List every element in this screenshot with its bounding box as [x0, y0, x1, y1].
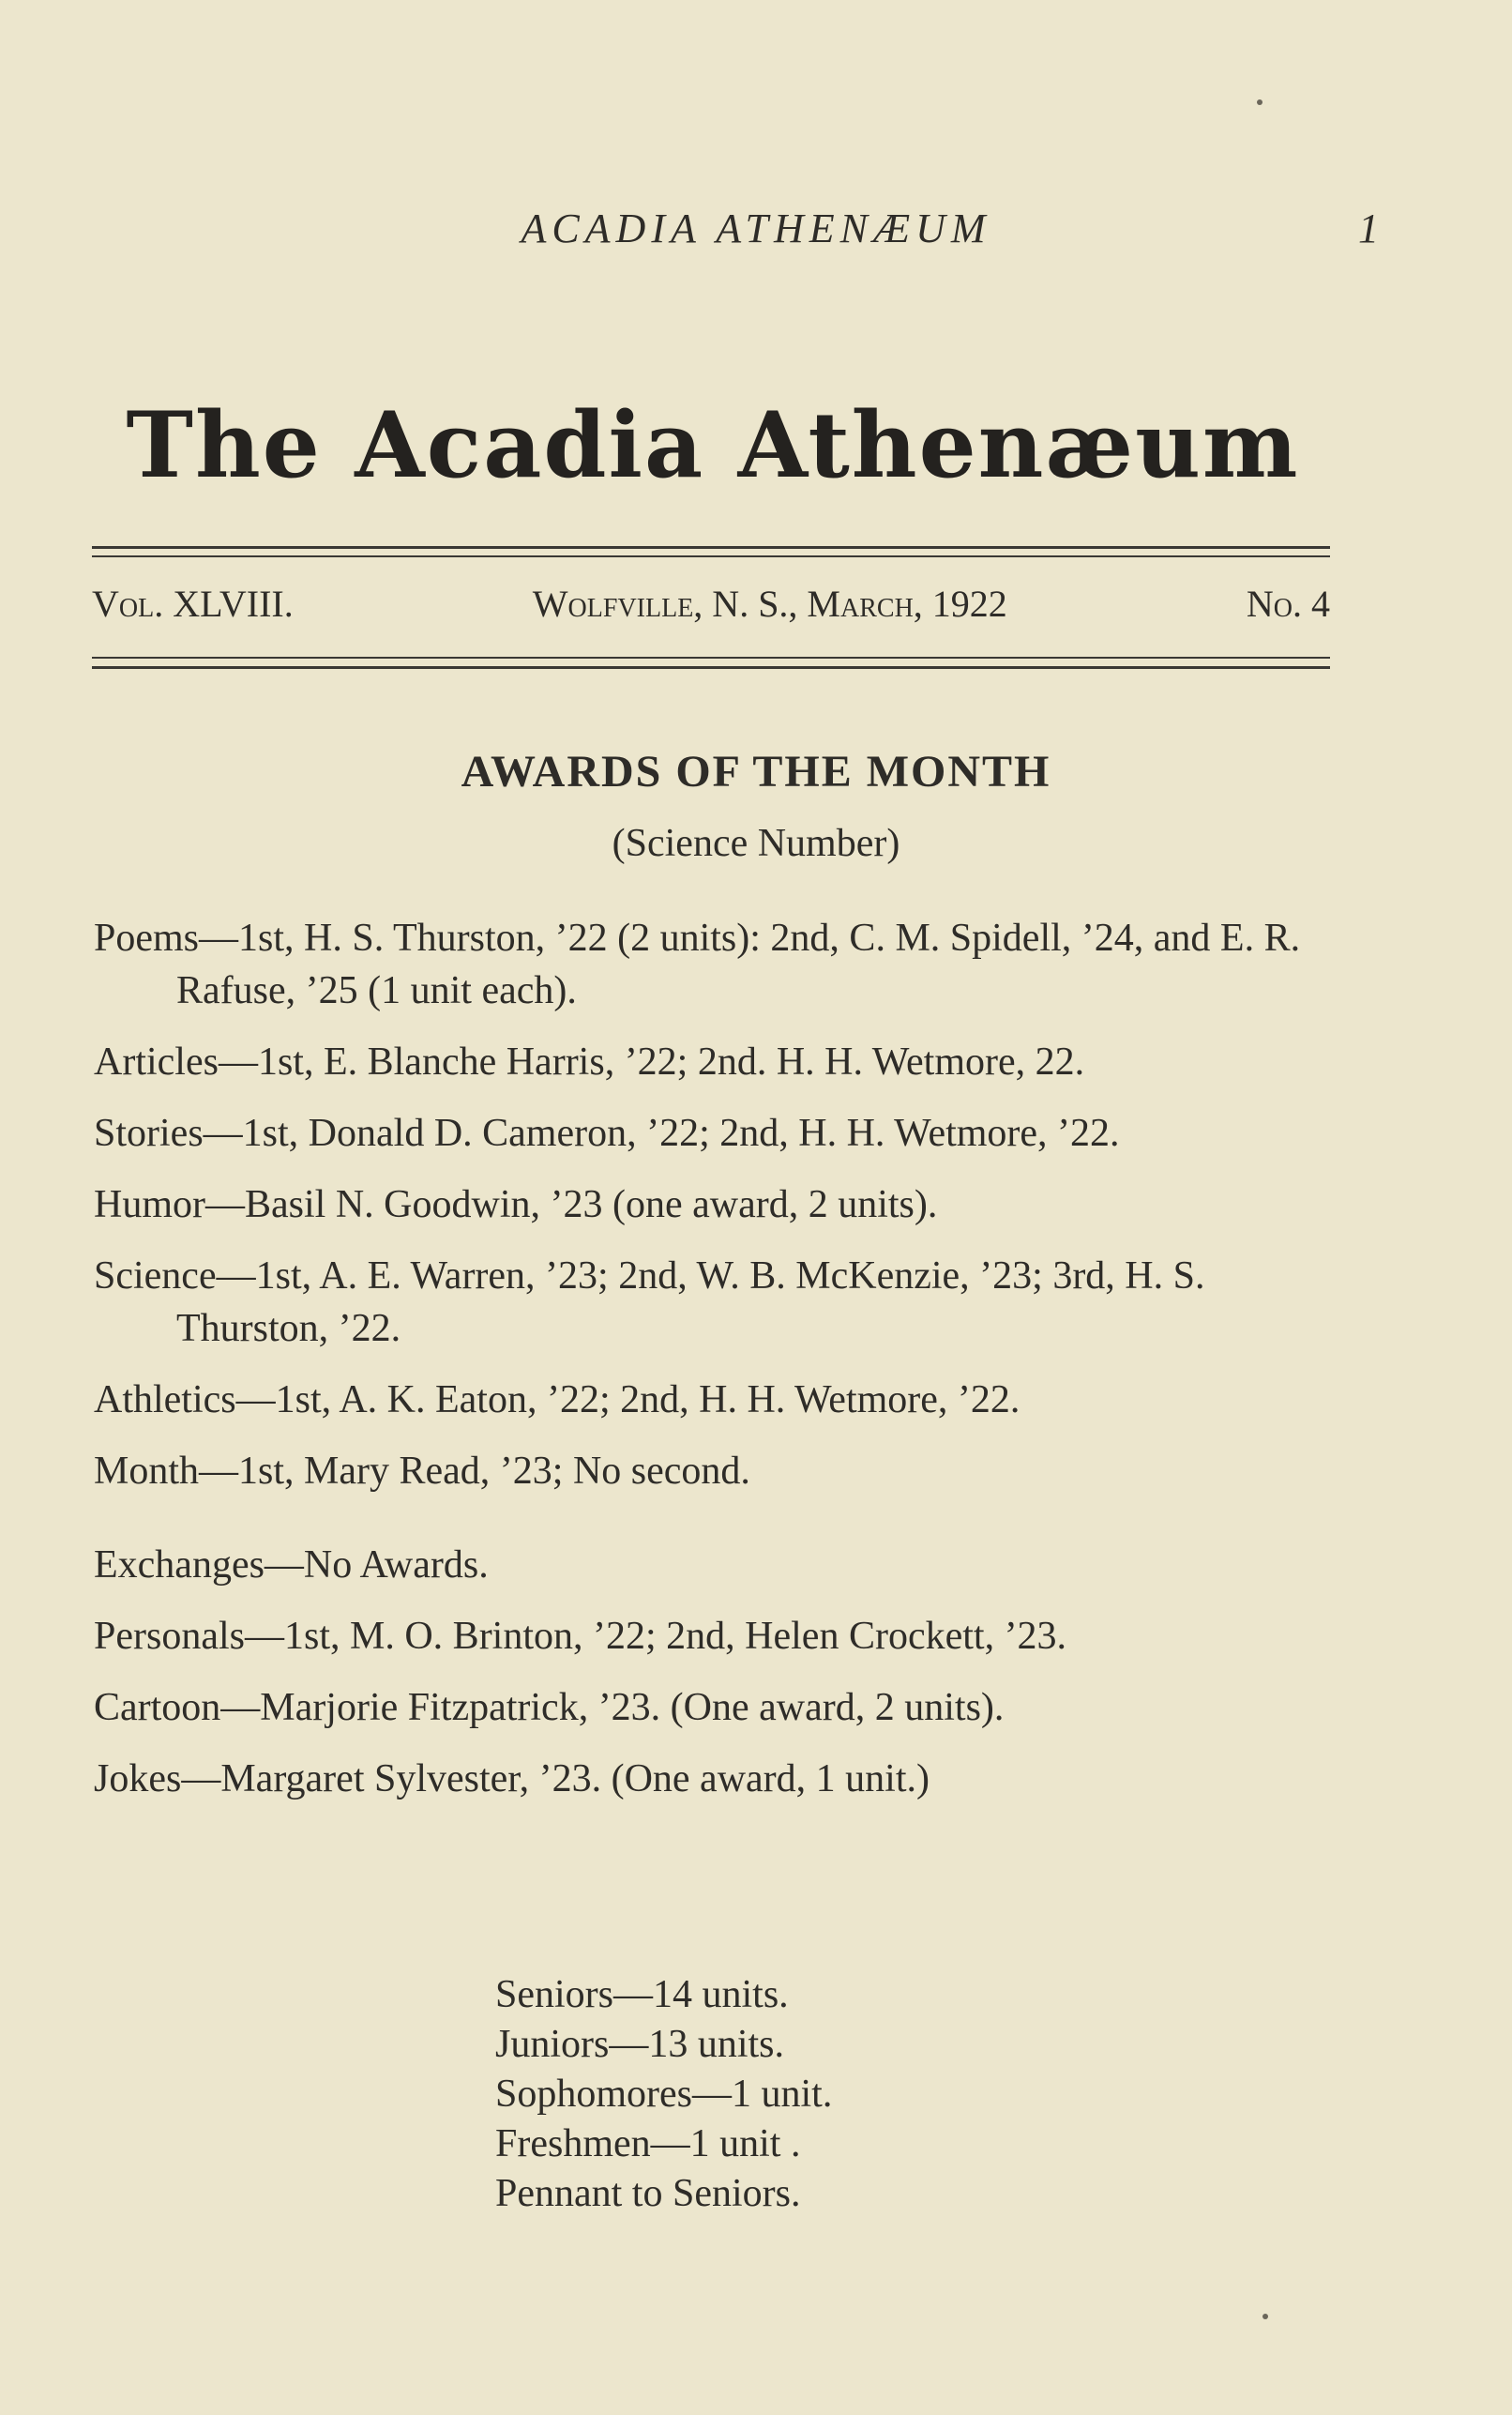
totals-line: Sophomores—1 unit. [495, 2073, 833, 2116]
award-entry: Articles—1st, E. Blanche Harris, ’22; 2nd. H. H. Wetmore, 22. [94, 1040, 1085, 1084]
masthead-rule-bottom [92, 555, 1330, 557]
award-entry: Personals—1st, M. O. Brinton, ’22; 2nd, Helen Crockett, ’23. [94, 1615, 1067, 1658]
issue-number: No. 4 [1246, 583, 1330, 625]
award-entry: Stories—1st, Donald D. Cameron, ’22; 2nd, H. H. Wetmore, ’22. [94, 1112, 1120, 1155]
issue-rule-top [92, 657, 1330, 659]
awards-list [94, 912, 1341, 1824]
masthead-rule-top [92, 546, 1330, 549]
award-entry: Poems—1st, H. S. Thurston, ’22 (2 units): 2nd, C. M. Spidell, ’24, and E. R. Rafuse, ’25 (1 unit each). [94, 917, 1301, 1012]
award-entry: Jokes—Margaret Sylvester, ’23. (One award, 1 unit.) [94, 1757, 930, 1800]
totals-line: Freshmen—1 unit . [495, 2122, 801, 2165]
article-subtitle: (Science Number) [612, 822, 900, 865]
article-title: AWARDS OF THE MONTH [461, 747, 1051, 797]
page-number: 1 [1358, 205, 1379, 251]
award-entry: Month—1st, Mary Read, ’23; No second. [94, 1450, 750, 1493]
class-totals [495, 1970, 1152, 2219]
totals-line: Seniors—14 units. [495, 1973, 789, 2016]
issue-rule-bottom [92, 666, 1330, 669]
issue-line [92, 582, 1330, 626]
totals-line: Pennant to Seniors. [495, 2172, 801, 2215]
award-entry: Humor—Basil N. Goodwin, ’23 (one award, 2 units). [94, 1183, 938, 1226]
paper-speck [1263, 2314, 1268, 2319]
award-entry: Science—1st, A. E. Warren, ’23; 2nd, W. B. McKenzie, ’23; 3rd, H. S. Thurston, ’22. [94, 1254, 1205, 1350]
masthead-title: The Acadia Athenæum [126, 392, 1300, 498]
place-date: Wolfville, N. S., March, 1922 [532, 583, 1007, 625]
award-entry: Athletics—1st, A. K. Eaton, ’22; 2nd, H. H. Wetmore, ’22. [94, 1378, 1021, 1421]
award-entry: Cartoon—Marjorie Fitzpatrick, ’23. (One award, 2 units). [94, 1686, 1005, 1729]
volume-number: Vol. XLVIII. [92, 583, 294, 625]
totals-line: Juniors—13 units. [495, 2023, 785, 2066]
running-head: ACADIA ATHENÆUM [521, 205, 991, 251]
paper-speck [1257, 99, 1263, 105]
award-entry: Exchanges—No Awards. [94, 1543, 489, 1587]
